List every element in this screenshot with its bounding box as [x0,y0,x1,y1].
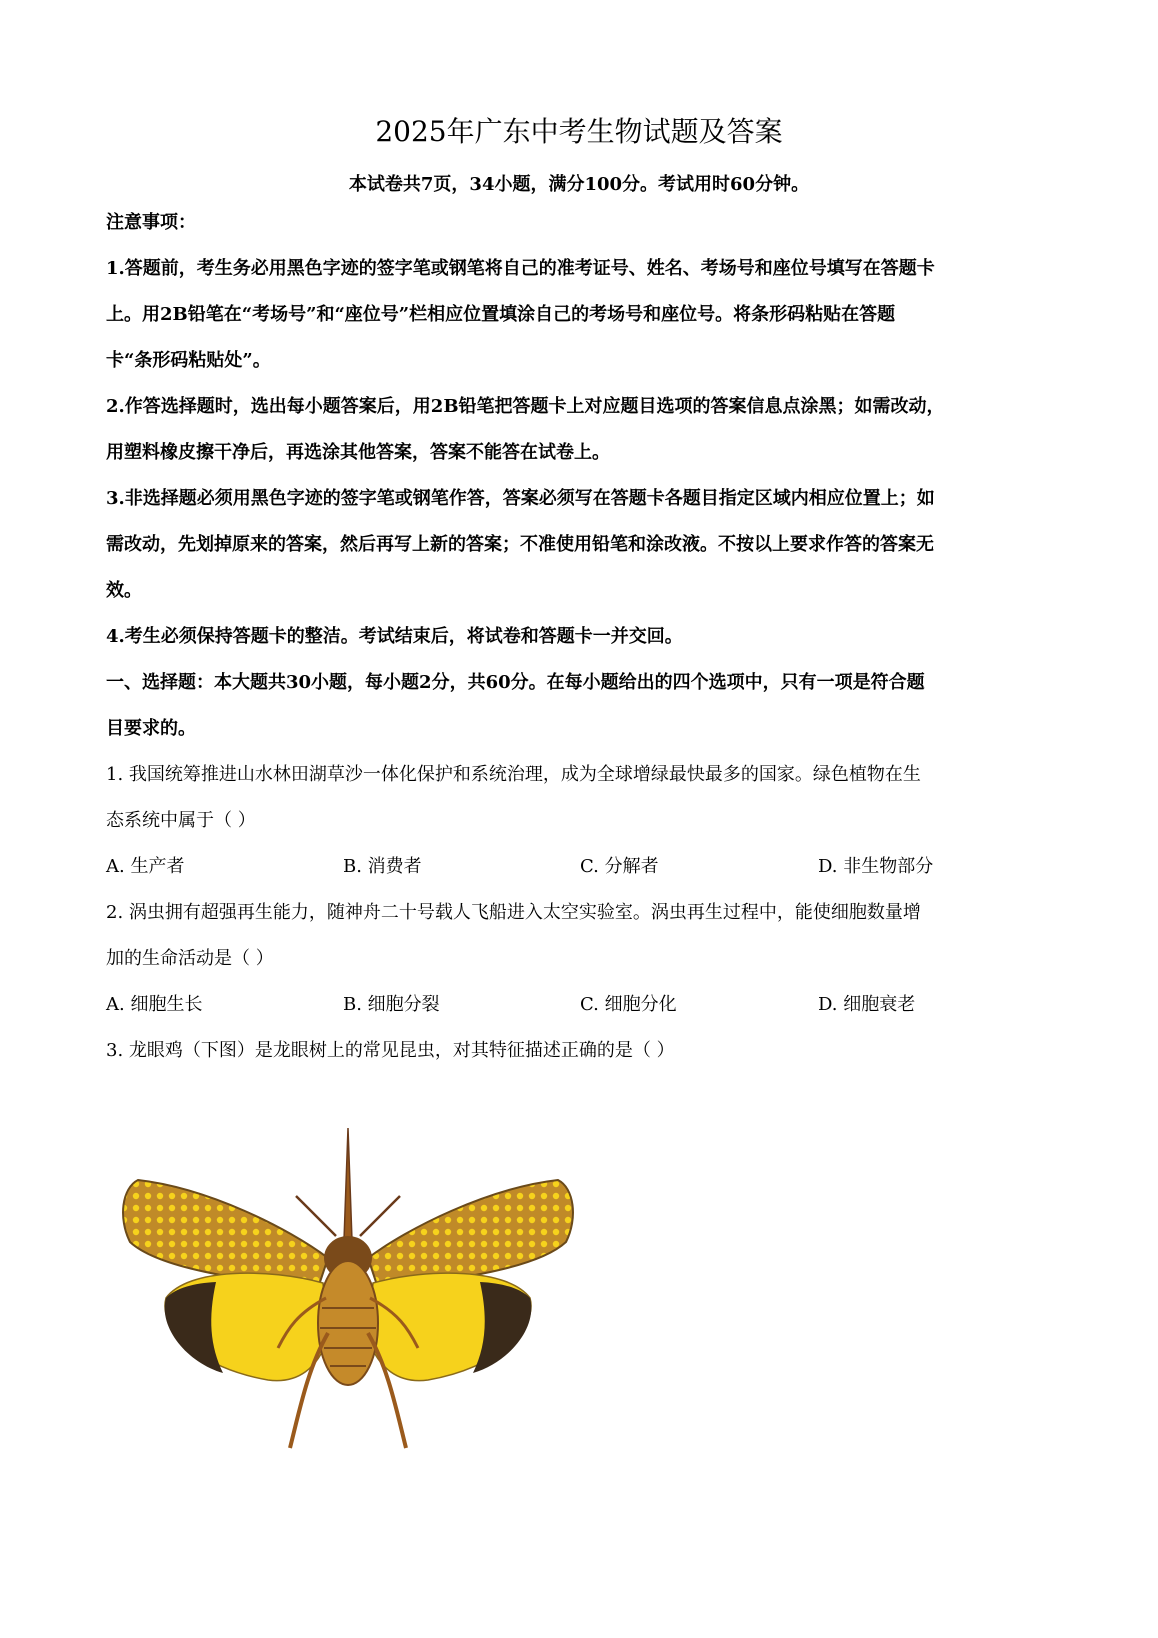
option-b: B. 细胞分裂 [343,994,440,1015]
notice-line: 卡“条形码粘贴处”。 [106,350,271,371]
question-1-options [106,844,1056,890]
notice-line: 4.考生必须保持答题卡的整洁。考试结束后，将试卷和答题卡一并交回。 [106,626,683,647]
option-c: C. 分解者 [580,856,659,877]
option-d: D. 细胞衰老 [818,994,916,1015]
notice-line: 需改动，先划掉原来的答案，然后再写上新的答案；不准使用铅笔和涂改液。不按以上要求作答的答案无 [106,534,934,555]
notice-line: 用塑料橡皮擦干净后，再选涂其他答案，答案不能答在试卷上。 [106,442,610,463]
notice-line: 1.答题前，考生务必用黑色字迹的签字笔或钢笔将自己的准考证号、姓名、考场号和座位号填写在答题卡 [106,258,935,279]
question-1 [106,752,1056,844]
notice-section [106,200,1056,752]
notice-heading: 注意事项： [106,212,196,233]
page-title: 2025年广东中考生物试题及答案 [375,115,783,148]
question-2 [106,890,1056,982]
option-b: B. 消费者 [343,856,422,877]
section-heading: 目要求的。 [106,718,196,739]
option-d: D. 非生物部分 [818,856,934,877]
lantern-bug-illustration [118,1118,578,1458]
question-stem: 2. 涡虫拥有超强再生能力，随神舟二十号载人飞船进入太空实验室。涡虫再生过程中，能使细胞数量增 [106,902,921,923]
option-a: A. 生产者 [106,856,185,877]
notice-line: 2.作答选择题时，选出每小题答案后，用2B铅笔把答题卡上对应题目选项的答案信息点涂黑；如需改动， [106,396,945,417]
notice-line: 上。用2B铅笔在“考场号”和“座位号”栏相应位置填涂自己的考场号和座位号。将条形码粘贴在答题 [106,304,896,325]
exam-subtitle: 本试卷共7页，34小题，满分100分。考试用时60分钟。 [348,174,810,195]
question-2-options [106,982,1056,1028]
question-3 [106,1028,1056,1074]
option-a: A. 细胞生长 [106,994,203,1015]
notice-line: 效。 [106,580,142,601]
notice-line: 3.非选择题必须用黑色字迹的签字笔或钢笔作答，答案必须写在答题卡各题目指定区域内相应位置上；如 [106,488,935,509]
section-heading: 一、选择题：本大题共30小题，每小题2分，共60分。在每小题给出的四个选项中，只有一项是符合题 [106,672,925,693]
question-stem: 加的生命活动是（ ） [106,948,274,969]
option-c: C. 细胞分化 [580,994,677,1015]
question-stem: 1. 我国统筹推进山水林田湖草沙一体化保护和系统治理，成为全球增绿最快最多的国家。绿色植物在生 [106,764,921,785]
question-stem: 3. 龙眼鸡（下图）是龙眼树上的常见昆虫，对其特征描述正确的是（ ） [106,1040,675,1061]
question-stem: 态系统中属于（ ） [106,810,256,831]
